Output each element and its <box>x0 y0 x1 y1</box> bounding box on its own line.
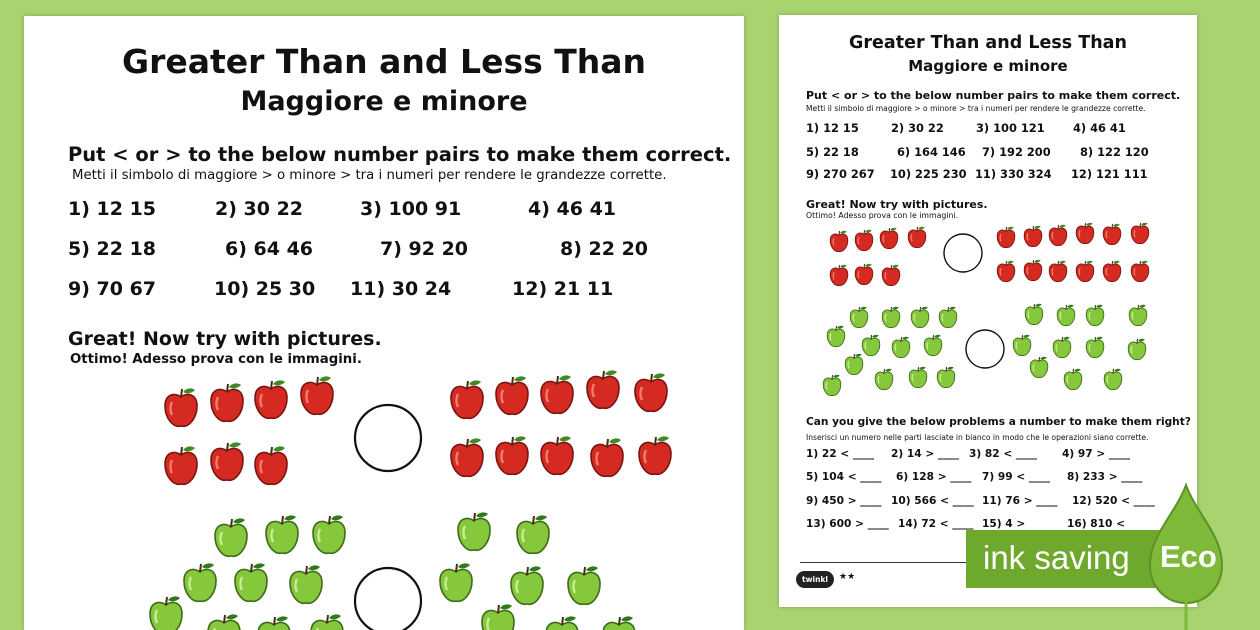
green-apple-icon <box>823 375 841 396</box>
number-pair: 12) 21 11 <box>512 278 614 300</box>
pictures-heading: Great! Now try with pictures. <box>68 328 382 350</box>
green-apple-icon <box>1128 339 1146 360</box>
pictures-heading-italian: Ottimo! Adesso prova con le immagini. <box>806 211 959 220</box>
red-apple-icon <box>880 228 898 249</box>
pictures-heading: Great! Now try with pictures. <box>806 198 988 211</box>
green-apple-icon <box>1086 337 1104 358</box>
red-apple-icon <box>1049 261 1067 282</box>
red-apple-icon <box>635 373 667 411</box>
problem-item: 5) 104 < ____ <box>806 471 882 483</box>
red-apple-icon <box>211 383 243 421</box>
red-apple-icon <box>255 380 287 418</box>
red-apple-icon <box>1076 261 1094 282</box>
number-pair: 10) 225 230 <box>890 167 967 181</box>
green-apple-icon <box>827 326 845 347</box>
green-apple-icon <box>208 614 240 630</box>
number-pair: 10) 25 30 <box>214 278 316 300</box>
green-apple-icon <box>875 369 893 390</box>
red-apple-icon <box>211 442 243 480</box>
number-pair: 4) 46 41 <box>528 198 617 220</box>
comparison-circle <box>355 568 421 630</box>
red-apple-icon <box>1131 261 1149 282</box>
problem-item: 6) 128 > ____ <box>896 471 972 483</box>
green-apple-icon <box>440 563 472 601</box>
problem-item: 4) 97 > ____ <box>1062 448 1131 460</box>
green-apple-icon <box>258 616 290 630</box>
number-pair: 7) 92 20 <box>380 238 469 260</box>
number-pair: 1) 12 15 <box>806 121 859 135</box>
worksheet-subtitle: Maggiore e minore <box>908 57 1068 75</box>
green-apple-icon <box>517 515 549 553</box>
green-apple-icon <box>482 604 514 630</box>
green-apple-icon <box>313 515 345 553</box>
green-apple-icon <box>266 515 298 553</box>
red-apple-icon <box>1103 261 1121 282</box>
problems-heading-italian: Inserisci un numero nelle parti lasciate in bianco in modo che le operazioni siano corrette. <box>806 433 1149 442</box>
rating-stars: ★★ <box>839 572 856 582</box>
problem-item: 2) 14 > ____ <box>891 448 960 460</box>
green-apple-icon <box>150 596 182 630</box>
number-pair: 2) 30 22 <box>891 121 944 135</box>
green-apple-icon <box>939 307 957 328</box>
comparison-circle <box>355 405 421 471</box>
problem-item: 3) 82 < ____ <box>969 448 1038 460</box>
instruction-text: Put < or > to the below number pairs to make them correct. <box>806 89 1181 102</box>
green-apple-icon <box>458 512 490 550</box>
problem-item: 16) 810 < <box>1067 518 1125 530</box>
worksheet-title: Greater Than and Less Than <box>849 33 1127 53</box>
green-apple-icon <box>924 335 942 356</box>
comparison-circle <box>944 234 982 272</box>
red-apple-icon <box>997 261 1015 282</box>
number-pair: 2) 30 22 <box>215 198 304 220</box>
problem-item: 8) 233 > ____ <box>1067 471 1143 483</box>
number-pair: 11) 330 324 <box>975 167 1052 181</box>
red-apple-icon <box>1024 226 1042 247</box>
eco-label: Eco <box>1160 539 1217 574</box>
instruction-text-italian: Metti il simbolo di maggiore > o minore > tra i numeri per rendere le grandezze corrette. <box>806 104 1146 113</box>
red-apple-icon <box>541 436 573 474</box>
number-pair: 8) 122 120 <box>1080 145 1149 159</box>
red-apple-icon <box>882 265 900 286</box>
green-apple-icon <box>862 335 880 356</box>
number-pair: 6) 164 146 <box>897 145 966 159</box>
red-apple-icon <box>1076 223 1094 244</box>
red-apple-icon <box>1131 223 1149 244</box>
problems-heading: Can you give the below problems a number to make them right? <box>806 416 1191 428</box>
number-pair: 12) 121 111 <box>1071 167 1148 181</box>
number-pair: 9) 270 267 <box>806 167 875 181</box>
number-pair: 8) 22 20 <box>560 238 649 260</box>
instruction-text-italian: Metti il simbolo di maggiore > o minore > tra i numeri per rendere le grandezze corrette. <box>72 168 667 183</box>
green-apple-icon <box>850 307 868 328</box>
green-apple-icon <box>1057 305 1075 326</box>
green-apple-icon <box>1064 369 1082 390</box>
green-apple-icon <box>1104 369 1122 390</box>
red-apple-icon <box>830 231 848 252</box>
number-pair: 9) 70 67 <box>68 278 157 300</box>
red-apple-icon <box>496 436 528 474</box>
problem-item: 15) 4 > <box>982 518 1026 530</box>
number-pair: 4) 46 41 <box>1073 121 1126 135</box>
red-apple-icon <box>591 438 623 476</box>
problem-item: 9) 450 > ____ <box>806 495 882 507</box>
red-apple-icon <box>997 227 1015 248</box>
problem-item: 7) 99 < ____ <box>982 471 1051 483</box>
green-apple-icon <box>937 367 955 388</box>
problem-item: 14) 72 < ____ <box>898 518 974 530</box>
problem-item: 11) 76 > ____ <box>982 495 1058 507</box>
number-pair: 3) 100 121 <box>976 121 1045 135</box>
ink-saving-eco-badge <box>966 483 1260 630</box>
green-apple-icon <box>892 337 910 358</box>
green-apple-icon <box>311 614 343 630</box>
red-apple-icon <box>541 375 573 413</box>
number-pair: 5) 22 18 <box>806 145 859 159</box>
red-apple-icon <box>165 388 197 426</box>
problem-item: 12) 520 < ____ <box>1072 495 1155 507</box>
green-apple-icon <box>184 563 216 601</box>
green-apple-icon <box>1129 305 1147 326</box>
red-apple-icon <box>830 265 848 286</box>
red-apple-icon <box>165 446 197 484</box>
red-apple-icon <box>1049 225 1067 246</box>
red-apple-icon <box>855 264 873 285</box>
number-pair: 6) 64 46 <box>225 238 314 260</box>
red-apple-icon <box>255 446 287 484</box>
ink-saving-text: ink saving <box>983 539 1130 576</box>
green-apple-icon <box>215 518 247 556</box>
apple-pictures-large <box>24 16 744 630</box>
green-apple-icon <box>1086 305 1104 326</box>
red-apple-icon <box>908 227 926 248</box>
red-apple-icon <box>587 370 619 408</box>
number-pair: 11) 30 24 <box>350 278 452 300</box>
problem-item: 13) 600 > ____ <box>806 518 889 530</box>
number-pair: 7) 192 200 <box>982 145 1051 159</box>
number-pair: 3) 100 91 <box>360 198 462 220</box>
red-apple-icon <box>496 376 528 414</box>
red-apple-icon <box>301 376 333 414</box>
green-apple-icon <box>603 616 635 630</box>
twinkl-logo: twinkl <box>796 571 834 588</box>
green-apple-icon <box>568 566 600 604</box>
number-pair: 1) 12 15 <box>68 198 157 220</box>
green-apple-icon <box>235 563 267 601</box>
red-apple-icon <box>639 436 671 474</box>
green-apple-icon <box>546 616 578 630</box>
green-apple-icon <box>1013 335 1031 356</box>
green-apple-icon <box>882 307 900 328</box>
red-apple-icon <box>1103 224 1121 245</box>
worksheet-title: Greater Than and Less Than <box>121 42 646 81</box>
red-apple-icon <box>451 380 483 418</box>
red-apple-icon <box>451 438 483 476</box>
green-apple-icon <box>1053 337 1071 358</box>
problem-item: 1) 22 < ____ <box>806 448 875 460</box>
green-apple-icon <box>911 307 929 328</box>
green-apple-icon <box>290 565 322 603</box>
green-apple-icon <box>909 367 927 388</box>
problem-item: 10) 566 < ____ <box>891 495 974 507</box>
comparison-circle <box>966 330 1004 368</box>
number-pair: 5) 22 18 <box>68 238 157 260</box>
pictures-heading-italian: Ottimo! Adesso prova con le immagini. <box>70 352 362 367</box>
red-apple-icon <box>1024 260 1042 281</box>
worksheet-preview-large <box>24 16 744 630</box>
green-apple-icon <box>845 354 863 375</box>
green-apple-icon <box>1030 357 1048 378</box>
green-apple-icon <box>1025 304 1043 325</box>
green-apple-icon <box>511 566 543 604</box>
worksheet-subtitle: Maggiore e minore <box>240 86 528 117</box>
instruction-text: Put < or > to the below number pairs to make them correct. <box>68 143 732 166</box>
red-apple-icon <box>855 230 873 251</box>
